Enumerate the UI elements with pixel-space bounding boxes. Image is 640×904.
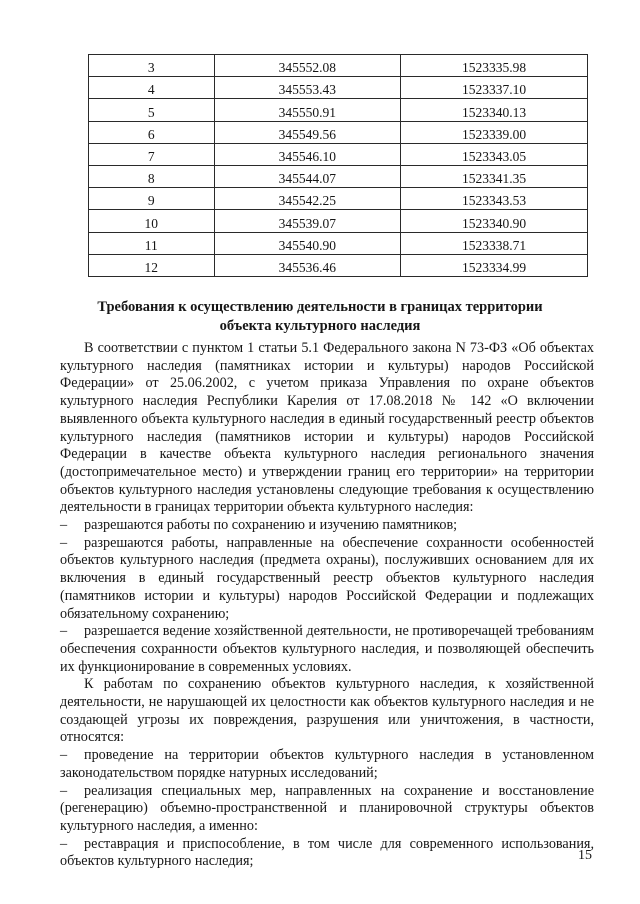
dash-marker: –: [60, 835, 68, 852]
x-coordinate: 345539.07: [214, 210, 401, 232]
document-body: [60, 340, 594, 871]
y-coordinate: 1523343.05: [401, 143, 588, 165]
list-item-text: разрешаются работы по сохранению и изучению памятников;: [84, 517, 458, 534]
table-row: [89, 232, 588, 254]
table-row: [89, 121, 588, 143]
x-coordinate: 345549.56: [214, 121, 401, 143]
list-item: [60, 535, 594, 624]
x-coordinate: 345550.91: [214, 99, 401, 121]
x-coordinate: 345546.10: [214, 143, 401, 165]
y-coordinate: 1523337.10: [401, 77, 588, 99]
y-coordinate: 1523334.99: [401, 254, 588, 276]
heading-line-1: Требования к осуществлению деятельности в границах территории: [97, 299, 543, 315]
x-coordinate: 345536.46: [214, 254, 401, 276]
list-item: [60, 747, 594, 782]
list-item: [60, 517, 594, 535]
x-coordinate: 345540.90: [214, 232, 401, 254]
intro-paragraph: В соответствии с пунктом 1 статьи 5.1 Федерального закона N 73-ФЗ «Об объектах культурного наследия (памятниках истории и культуры) народов Российской Федерации» от 25.06.2002, с учетом приказа Управления по охране объектов культурного наследия Республики Карелия от 17.08.2018 № 142 «О включении выявленного объекта культурного наследия в единый государственный реестр объектов культурного наследия (памятников истории и культуры) народов Российской Федерации в качестве объекта культурного наследия регионального значения (достопримечательное место) и утверждении границ его территории» на территории объектов культурного наследия установлены следующие требования к осуществлению деятельности в границах территории объекта культурного наследия:: [60, 340, 594, 516]
x-coordinate: 345544.07: [214, 165, 401, 187]
dash-marker: –: [60, 534, 68, 551]
page-number: 15: [578, 848, 592, 863]
list-item: [60, 836, 594, 871]
point-number: 9: [89, 188, 215, 210]
point-number: 12: [89, 254, 215, 276]
x-coordinate: 345553.43: [214, 77, 401, 99]
table-row: [89, 210, 588, 232]
point-number: 10: [89, 210, 215, 232]
list-item-text: реализация специальных мер, направленных на сохранение и восстановление (регенерацию) объемно-пространственной и планировочной структуры объектов культурного наследия, а именно:: [60, 782, 594, 834]
list-item: [60, 623, 594, 676]
works-paragraph: К работам по сохранению объектов культурного наследия, к хозяйственной деятельности, не нарушающей их целостности как объектов культурного наследия и не создающей угрозы их повреждения, разрушения или уничтожения, в частности, относятся:: [60, 676, 594, 746]
point-number: 7: [89, 143, 215, 165]
dash-marker: –: [60, 782, 68, 799]
dash-marker: –: [60, 747, 68, 764]
section-heading: [80, 298, 560, 336]
table-row: [89, 55, 588, 77]
table-row: [89, 254, 588, 276]
list-item-text: разрешаются работы, направленные на обеспечение сохранности особенностей объектов культурного наследия (предмета охраны), послуживших основанием для их включения в единый государственный реестр объектов культурного наследия (памятников истории и культуры) народов Российской Федерации и подлежащих обязательному сохранению;: [60, 534, 594, 622]
y-coordinate: 1523340.90: [401, 210, 588, 232]
y-coordinate: 1523338.71: [401, 232, 588, 254]
y-coordinate: 1523335.98: [401, 55, 588, 77]
x-coordinate: 345542.25: [214, 188, 401, 210]
heading-line-2: объекта культурного наследия: [219, 318, 421, 334]
point-number: 3: [89, 55, 215, 77]
table-row: [89, 143, 588, 165]
list-item-text: проведение на территории объектов культурного наследия в установленном законодательством порядке натурных исследований;: [60, 747, 594, 781]
table-row: [89, 77, 588, 99]
y-coordinate: 1523343.53: [401, 188, 588, 210]
point-number: 6: [89, 121, 215, 143]
list-item-text: разрешается ведение хозяйственной деятельности, не противоречащей требованиям обеспечения сохранности объектов культурного наследия, и позволяющей обеспечить их функционирование в современных условиях.: [60, 623, 594, 675]
y-coordinate: 1523341.35: [401, 165, 588, 187]
dash-marker: –: [60, 517, 68, 534]
table-row: [89, 188, 588, 210]
point-number: 11: [89, 232, 215, 254]
list-item-text: реставрация и приспособление, в том числе для современного использования, объектов культурного наследия;: [60, 835, 594, 870]
y-coordinate: 1523340.13: [401, 99, 588, 121]
point-number: 8: [89, 165, 215, 187]
list-item: [60, 783, 594, 836]
table-row: [89, 99, 588, 121]
dash-marker: –: [60, 623, 68, 640]
y-coordinate: 1523339.00: [401, 121, 588, 143]
point-number: 5: [89, 99, 215, 121]
coordinates-table: [88, 54, 588, 277]
table-row: [89, 165, 588, 187]
point-number: 4: [89, 77, 215, 99]
x-coordinate: 345552.08: [214, 55, 401, 77]
